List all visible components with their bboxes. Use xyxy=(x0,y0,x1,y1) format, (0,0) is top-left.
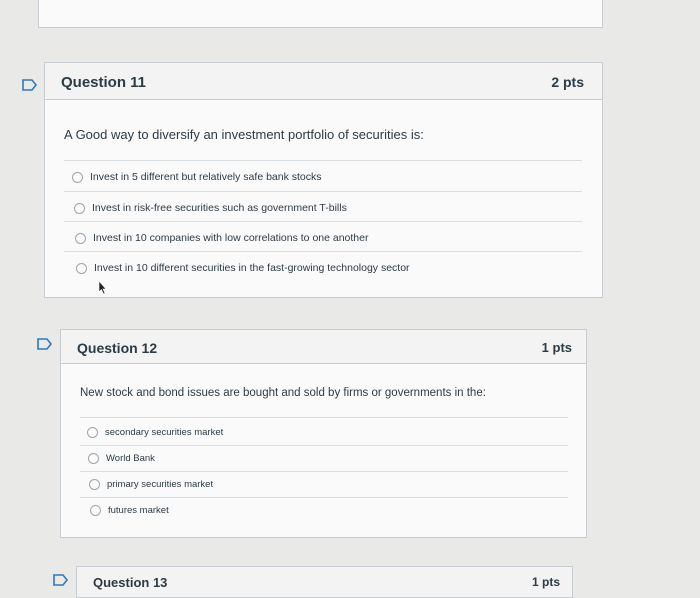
question-12-answer-4[interactable] xyxy=(90,505,169,516)
question-12-divider xyxy=(80,417,568,418)
question-13-header xyxy=(77,567,572,597)
answer-label: Invest in 10 different securities in the fast-growing technology sector xyxy=(94,262,410,274)
answer-divider xyxy=(80,445,568,446)
answer-label: secondary securities market xyxy=(105,427,224,438)
question-11-points: 2 pts xyxy=(551,74,584,90)
answer-label: World Bank xyxy=(106,453,155,464)
question-12-points: 1 pts xyxy=(541,340,572,355)
flag-question-13-icon[interactable] xyxy=(53,574,69,586)
flag-question-12-icon[interactable] xyxy=(37,338,53,350)
answer-divider xyxy=(64,221,582,222)
answer-label: Invest in risk-free securities such as government T-bills xyxy=(92,202,347,214)
question-12-title: Question 12 xyxy=(77,340,158,356)
answer-divider xyxy=(64,191,582,192)
answer-label: futures market xyxy=(108,505,169,516)
question-11-answer-3[interactable] xyxy=(75,232,369,244)
radio-button[interactable] xyxy=(75,233,86,244)
question-12-header xyxy=(61,330,586,364)
question-13-card xyxy=(76,566,573,598)
question-12-answer-1[interactable] xyxy=(87,427,223,438)
previous-question-card xyxy=(38,0,603,28)
answer-divider xyxy=(64,251,582,252)
question-11-divider xyxy=(64,160,582,161)
question-13-title: Question 13 xyxy=(93,575,168,590)
flag-question-11-icon[interactable] xyxy=(22,79,38,91)
radio-button[interactable] xyxy=(72,172,83,183)
radio-button[interactable] xyxy=(76,263,87,274)
question-11-title: Question 11 xyxy=(61,74,147,91)
question-11-answer-1[interactable] xyxy=(72,171,322,183)
answer-divider xyxy=(80,471,568,472)
radio-button[interactable] xyxy=(90,505,101,516)
answer-label: Invest in 10 companies with low correlations to one another xyxy=(93,232,369,244)
question-11-answer-2[interactable] xyxy=(74,202,347,214)
radio-button[interactable] xyxy=(74,203,85,214)
question-11-header xyxy=(45,63,602,100)
question-12-answer-3[interactable] xyxy=(89,479,213,490)
mouse-cursor-icon xyxy=(97,280,107,301)
radio-button[interactable] xyxy=(87,427,98,438)
question-12-card xyxy=(60,329,587,538)
question-12-answer-2[interactable] xyxy=(88,453,155,464)
question-12-text: New stock and bond issues are bought and sold by firms or governments in the: xyxy=(80,387,486,399)
question-11-text: A Good way to diversify an investment portfolio of securities is: xyxy=(64,127,424,142)
radio-button[interactable] xyxy=(89,479,100,490)
answer-label: primary securities market xyxy=(107,479,214,490)
question-11-card xyxy=(44,62,603,298)
answer-divider xyxy=(80,497,568,498)
radio-button[interactable] xyxy=(88,453,99,464)
question-13-points: 1 pts xyxy=(531,575,560,589)
answer-label: Invest in 5 different but relatively safe bank stocks xyxy=(90,171,322,183)
question-11-answer-4[interactable] xyxy=(76,262,410,274)
